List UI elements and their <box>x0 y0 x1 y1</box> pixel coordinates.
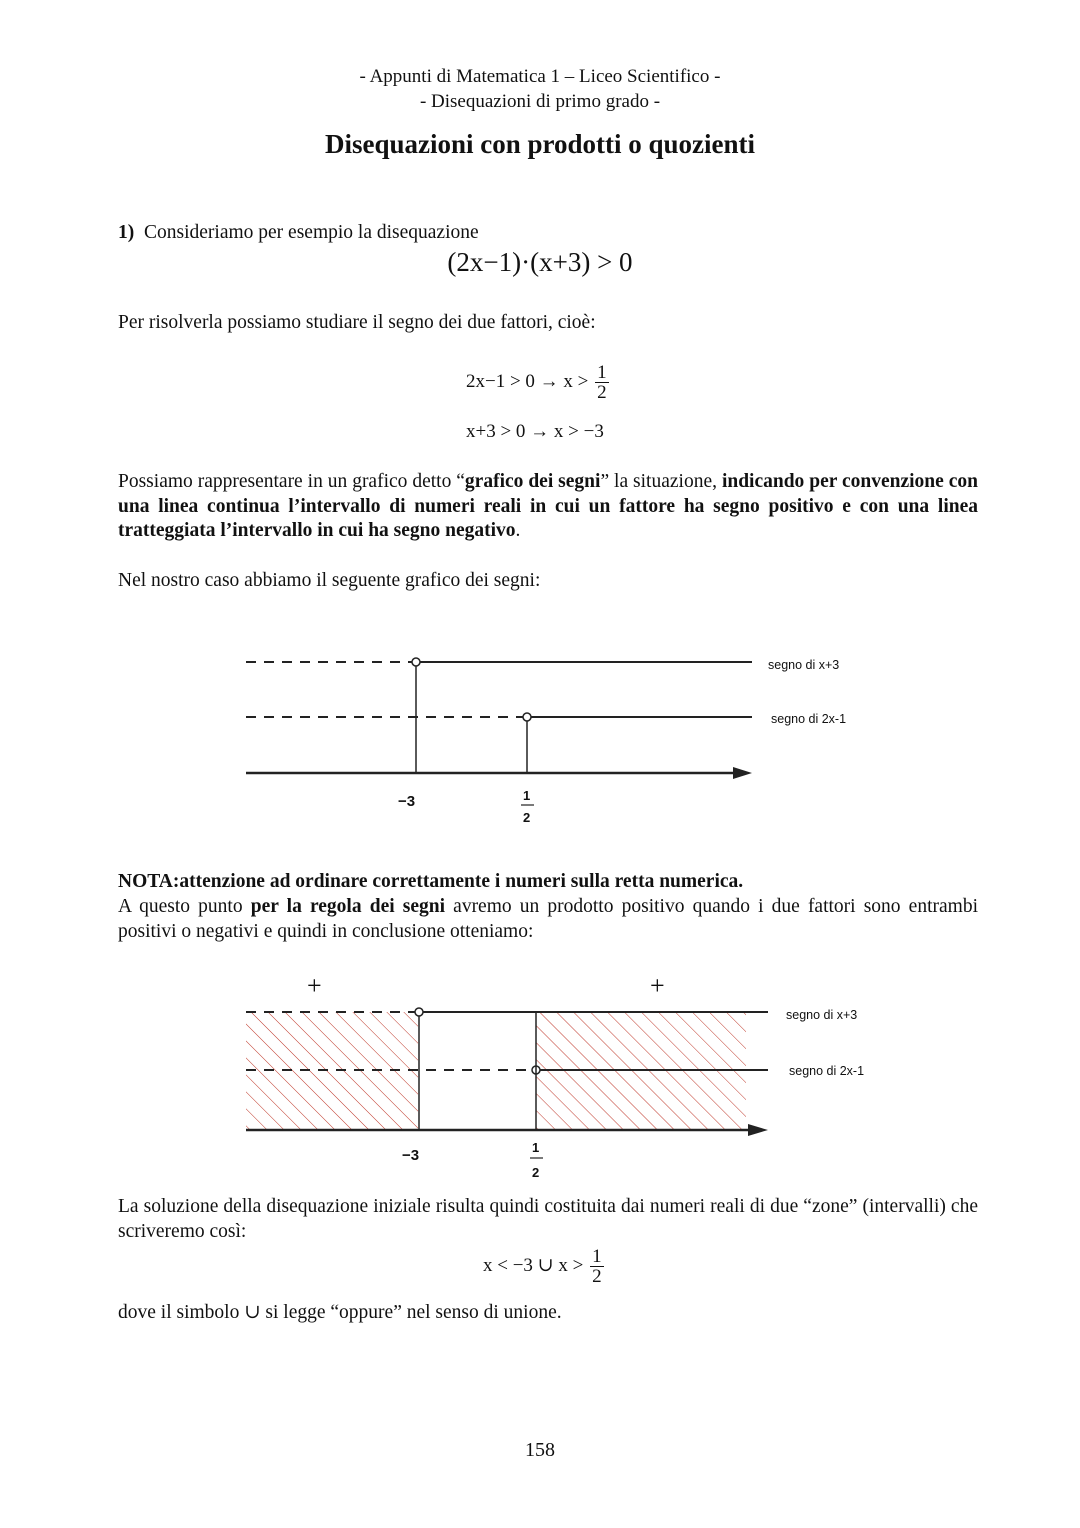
nota-text: NOTA:attenzione ad ordinare correttamente i numeri sulla retta numerica. <box>118 871 744 892</box>
factor2-inequality: x+3 > 0 → x > −3 <box>466 421 604 442</box>
graph-para-part1: Possiamo rappresentare in un grafico detto “ <box>118 471 465 492</box>
factor1-lhs: 2x−1 > 0 → x > <box>466 370 589 392</box>
solution-lhs: x < −3 ∪ x > <box>483 1254 584 1276</box>
graph-para-part2: ” la situazione, <box>600 471 722 492</box>
tick-minus3: −3 <box>398 793 416 810</box>
section-intro <box>118 221 978 246</box>
graph-para-bold1: grafico dei segni <box>464 471 601 492</box>
tick2-minus3: −3 <box>402 1147 420 1164</box>
solution-num: 1 <box>592 1246 602 1267</box>
number-line-2-arrow <box>748 1124 768 1136</box>
case-text: Nel nostro caso abbiamo il seguente grafico dei segni: <box>118 570 541 591</box>
sign-chart-1 <box>0 640 1080 830</box>
solution-fraction <box>590 1247 604 1286</box>
tick-half-num: 1 <box>523 788 531 803</box>
label-2x1: segno di 2x-1 <box>771 712 847 726</box>
tick2-half-num: 1 <box>532 1140 540 1155</box>
rule-part1: A questo punto <box>118 896 251 917</box>
factor1-fraction <box>595 363 609 402</box>
solution-paragraph: La soluzione della disequazione iniziale risulta quindi costituita dai numeri reali di due “zone” (intervalli) che scriveremo così: <box>118 1196 978 1242</box>
solution-inequality <box>483 1247 604 1286</box>
plus-left: + <box>307 971 322 1000</box>
intro-text: Consideriamo per esempio la disequazione <box>144 222 479 243</box>
factor1-num: 1 <box>597 362 607 383</box>
root2-minus3-marker <box>415 1008 423 1016</box>
section-number: 1) <box>118 222 135 243</box>
root-half-marker <box>523 713 531 721</box>
study-text: Per risolverla possiamo studiare il segno dei due fattori, cioè: <box>118 312 596 333</box>
label-x3: segno di x+3 <box>768 658 840 672</box>
graph-para-bold2: indicando per convenzione con una linea continua l’intervallo di numeri reali in cui un fattore ha segno positivo e con una linea tratteggiata l’intervallo in cui ha segno negativo <box>118 471 978 541</box>
rule-bold: per la regola dei segni <box>250 896 446 917</box>
factor1-den: 2 <box>597 382 607 403</box>
graph-para-part3: . <box>515 520 521 541</box>
union-note: dove il simbolo ∪ si legge “oppure” nel senso di unione. <box>118 1302 562 1323</box>
factor1-inequality <box>466 363 609 402</box>
rule-part2: avremo un prodotto positivo quando i due fattori sono entrambi positivi o negativi e quindi in conclusione otteniamo: <box>118 896 978 942</box>
tick-half-den: 2 <box>523 810 531 825</box>
sign-chart-2 <box>0 965 1080 1185</box>
main-inequality: (2x−1)·(x+3) > 0 <box>447 247 633 277</box>
page-number: 158 <box>525 1439 555 1461</box>
root-minus3-marker <box>412 658 420 666</box>
label2-2x1: segno di 2x-1 <box>789 1064 865 1078</box>
graph-paragraph <box>118 470 978 544</box>
tick2-half-den: 2 <box>532 1165 540 1180</box>
solution-den: 2 <box>592 1266 602 1287</box>
label2-x3: segno di x+3 <box>786 1008 858 1022</box>
rule-paragraph <box>118 895 978 944</box>
plus-right: + <box>650 971 665 1000</box>
number-line-arrow <box>733 767 752 779</box>
header-line-2: - Disequazioni di primo grado - <box>419 91 661 112</box>
header-line-1: - Appunti di Matematica 1 – Liceo Scientifico - <box>359 66 721 87</box>
page-title: Disequazioni con prodotti o quozienti <box>324 129 756 159</box>
